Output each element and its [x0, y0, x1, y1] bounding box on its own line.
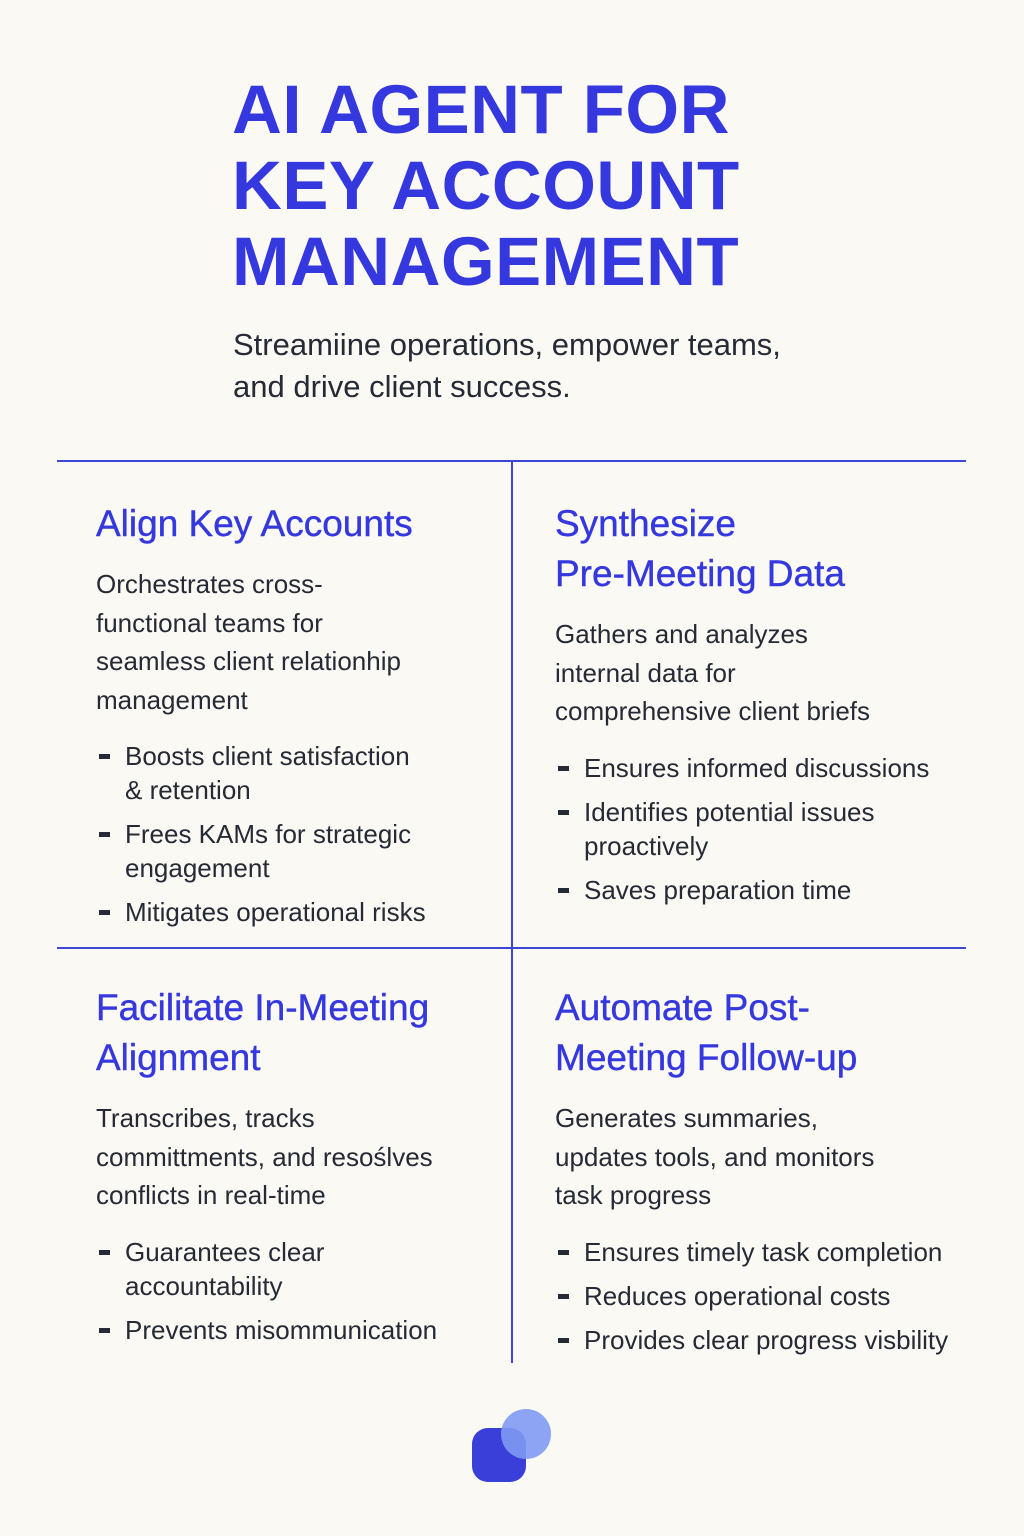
description-line: updates tools, and monitors — [555, 1141, 875, 1172]
bullet-dash-icon — [558, 1250, 569, 1255]
benefit-item — [96, 817, 516, 885]
description-line: comprehensive client briefs — [555, 696, 871, 726]
benefit-item — [555, 795, 975, 863]
description-line: functional teams for — [96, 607, 323, 638]
benefit-text: Saves preparation time — [584, 874, 852, 905]
benefit-text: Boosts client satisfaction — [125, 741, 410, 771]
description-line: Gathers and analyzes — [555, 619, 808, 649]
bullet-dash-icon — [558, 766, 569, 771]
description-line: management — [96, 684, 248, 715]
benefit-text: Prevents misommunication — [125, 1314, 438, 1345]
section-title-line: Synthesize — [555, 503, 736, 544]
benefit-item — [555, 1279, 975, 1313]
bullet-dash-icon — [558, 810, 569, 815]
section-description — [555, 615, 975, 731]
section-title — [96, 499, 516, 549]
bullet-dash-icon — [99, 754, 110, 759]
benefit-text: & retention — [125, 775, 251, 805]
benefit-text: engagement — [125, 853, 270, 883]
benefit-item — [96, 895, 516, 929]
bullet-dash-icon — [99, 1328, 110, 1333]
benefit-text: Ensures timely task completion — [584, 1236, 943, 1267]
benefit-list — [555, 751, 975, 907]
benefit-list — [555, 1235, 975, 1357]
benefit-item — [555, 873, 975, 907]
logo-circle-shape — [501, 1409, 551, 1459]
title-line: MANAGEMENT — [232, 223, 740, 300]
benefit-text: Identifies potential issues — [584, 796, 875, 827]
section-title — [96, 983, 516, 1083]
benefit-item — [96, 739, 516, 807]
benefit-list — [96, 739, 516, 929]
section-title — [555, 499, 975, 599]
bullet-dash-icon — [99, 910, 110, 915]
benefit-item — [555, 1235, 975, 1269]
title-line: AI AGENT FOR — [232, 71, 730, 148]
benefit-text: accountability — [125, 1270, 283, 1301]
section-title-line: Facilitate In-Meeting — [96, 987, 430, 1028]
benefit-text: Mitigates operational risks — [125, 897, 426, 927]
benefit-item — [555, 1323, 975, 1357]
bullet-dash-icon — [99, 832, 110, 837]
section-description — [96, 1099, 516, 1215]
subtitle-line: and drive client success. — [233, 369, 571, 404]
section-title-line: Meeting Follow-up — [555, 1037, 858, 1078]
description-line: conflicts in real-time — [96, 1180, 326, 1210]
description-line: Orchestrates cross- — [96, 569, 323, 599]
benefit-text: Frees KAMs for strategic — [125, 819, 412, 849]
benefit-item — [96, 1235, 516, 1303]
overlapping-shapes-logo-icon — [470, 1406, 554, 1486]
benefit-text: Guarantees clear — [125, 1236, 325, 1267]
section-synthesize-pre-meeting-data — [555, 499, 975, 917]
subtitle-line: Streamiine operations, empower teams, — [233, 327, 781, 362]
benefit-item — [555, 751, 975, 785]
description-line: internal data for — [555, 657, 736, 688]
bullet-dash-icon — [558, 888, 569, 893]
bullet-dash-icon — [558, 1338, 569, 1343]
section-description — [555, 1099, 975, 1215]
section-align-key-accounts — [96, 499, 516, 939]
section-facilitate-in-meeting-alignment — [96, 983, 516, 1357]
page-title — [232, 72, 932, 300]
bullet-dash-icon — [558, 1294, 569, 1299]
description-line: seamless client relationhip — [96, 646, 401, 676]
description-line: task progress — [555, 1180, 712, 1210]
section-title — [555, 983, 975, 1083]
benefit-item — [96, 1313, 516, 1347]
description-line: Generates summaries, — [555, 1103, 818, 1133]
benefit-list — [96, 1235, 516, 1347]
title-line: KEY ACCOUNT — [232, 147, 740, 224]
section-title-line: Alignment — [96, 1037, 261, 1078]
section-title-line: Align Key Accounts — [96, 503, 413, 544]
page-subtitle — [233, 324, 933, 408]
section-title-line: Pre-Meeting Data — [555, 553, 845, 594]
section-title-line: Automate Post- — [555, 987, 811, 1028]
benefit-text: proactively — [584, 830, 709, 861]
bullet-dash-icon — [99, 1250, 110, 1255]
benefit-text: Ensures informed discussions — [584, 752, 930, 783]
section-description — [96, 565, 516, 719]
benefit-text: Reduces operational costs — [584, 1280, 891, 1311]
benefit-text: Provides clear progress visbility — [584, 1324, 949, 1355]
description-line: Transcribes, tracks — [96, 1103, 315, 1133]
section-automate-post-meeting-follow-up — [555, 983, 975, 1367]
description-line: committments, and resoślves — [96, 1141, 433, 1172]
